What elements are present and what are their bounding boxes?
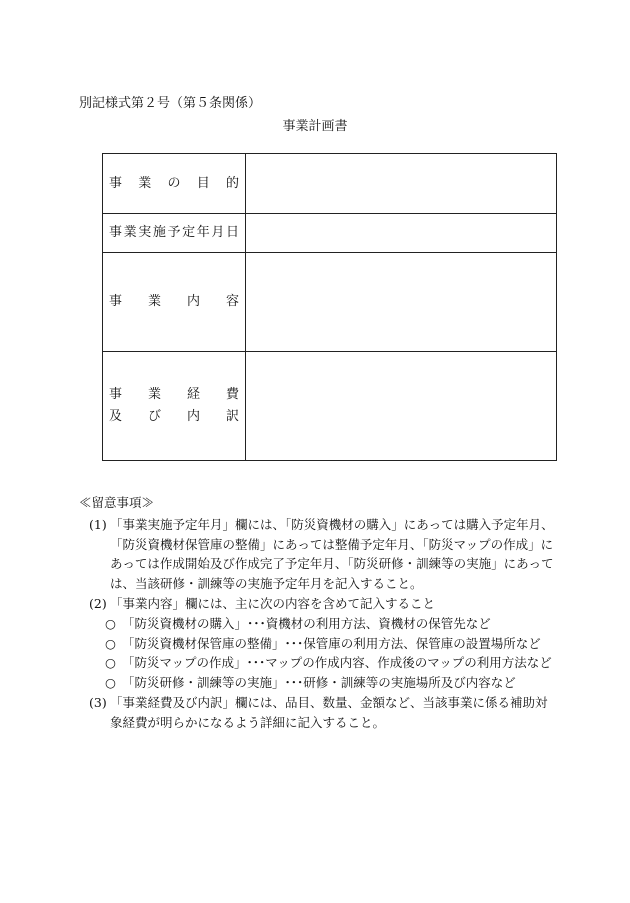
note-number: (1) bbox=[89, 516, 107, 532]
purpose-label: 事業の目的 bbox=[109, 175, 239, 191]
circle-bullet-icon: ○ bbox=[105, 635, 116, 651]
cost-label-line2: 及び内訳 bbox=[109, 409, 239, 424]
note-subitem-text: 「防災資機材保管庫の整備」･･･保管庫の利用方法、保管庫の設置場所など bbox=[122, 635, 541, 651]
note-subitem-text: 「防災資機材の購入」･･･資機材の利用方法、資機材の保管先など bbox=[122, 615, 491, 631]
note-subitem-2 bbox=[105, 634, 559, 654]
content-label-cell bbox=[103, 253, 246, 352]
period-value-cell[interactable] bbox=[246, 214, 557, 253]
note-number: (2) bbox=[89, 595, 107, 611]
note-text: 「事業経費及び内訳」欄には、品目、数量、金額など、当該事業に係る補助対象経費が明らかになるよう詳細に記入すること。 bbox=[110, 694, 548, 730]
content-label: 事業内容 bbox=[109, 294, 239, 309]
cost-label-line1: 事業経費 bbox=[109, 387, 239, 402]
document-title: 事業計画書 bbox=[282, 119, 348, 134]
note-subitem-4 bbox=[105, 673, 559, 693]
table-row-content bbox=[103, 253, 557, 352]
business-plan-table bbox=[102, 153, 557, 461]
circle-bullet-icon: ○ bbox=[105, 655, 116, 671]
purpose-label-cell bbox=[103, 154, 246, 214]
notes-heading: ≪留意事項≫ bbox=[79, 495, 155, 510]
purpose-value-cell[interactable] bbox=[246, 154, 557, 214]
circle-bullet-icon: ○ bbox=[105, 615, 116, 631]
note-item-2 bbox=[89, 594, 559, 614]
note-subitem-1 bbox=[105, 614, 559, 634]
cost-value-cell[interactable] bbox=[246, 352, 557, 461]
content-value-cell[interactable] bbox=[246, 253, 557, 352]
table-row-cost bbox=[103, 352, 557, 461]
note-subitem-text: 「防災マップの作成」･･･マップの作成内容、作成後のマップの利用方法など bbox=[122, 655, 552, 671]
note-subitem-3 bbox=[105, 653, 559, 673]
note-item-3 bbox=[89, 693, 559, 733]
period-label-cell bbox=[103, 214, 246, 253]
note-item-1 bbox=[89, 515, 559, 594]
cost-label-cell bbox=[103, 352, 246, 461]
note-text: 「事業実施予定年月」欄には、「防災資機材の購入」にあっては購入予定年月、「防災資機材保管庫の整備」にあっては整備予定年月、「防災マップの作成」にあっては作成開始及び作成完了予定年月、「防災研修・訓練等の実施」にあっては、当該研修・訓練等の実施予定年月を記入すること。 bbox=[110, 516, 554, 592]
table-row-purpose bbox=[103, 154, 557, 214]
form-number-header: 別記様式第２号（第５条関係） bbox=[79, 96, 262, 111]
period-label: 事業実施予定年月日 bbox=[109, 225, 239, 240]
note-subitem-text: 「防災研修・訓練等の実施」･･･研修・訓練等の実施場所及び内容など bbox=[122, 675, 516, 691]
note-text: 「事業内容」欄には、主に次の内容を含めて記入すること bbox=[110, 595, 436, 611]
note-number: (3) bbox=[89, 694, 107, 710]
circle-bullet-icon: ○ bbox=[105, 675, 116, 691]
notes-section bbox=[79, 493, 559, 733]
table-row-period bbox=[103, 214, 557, 253]
